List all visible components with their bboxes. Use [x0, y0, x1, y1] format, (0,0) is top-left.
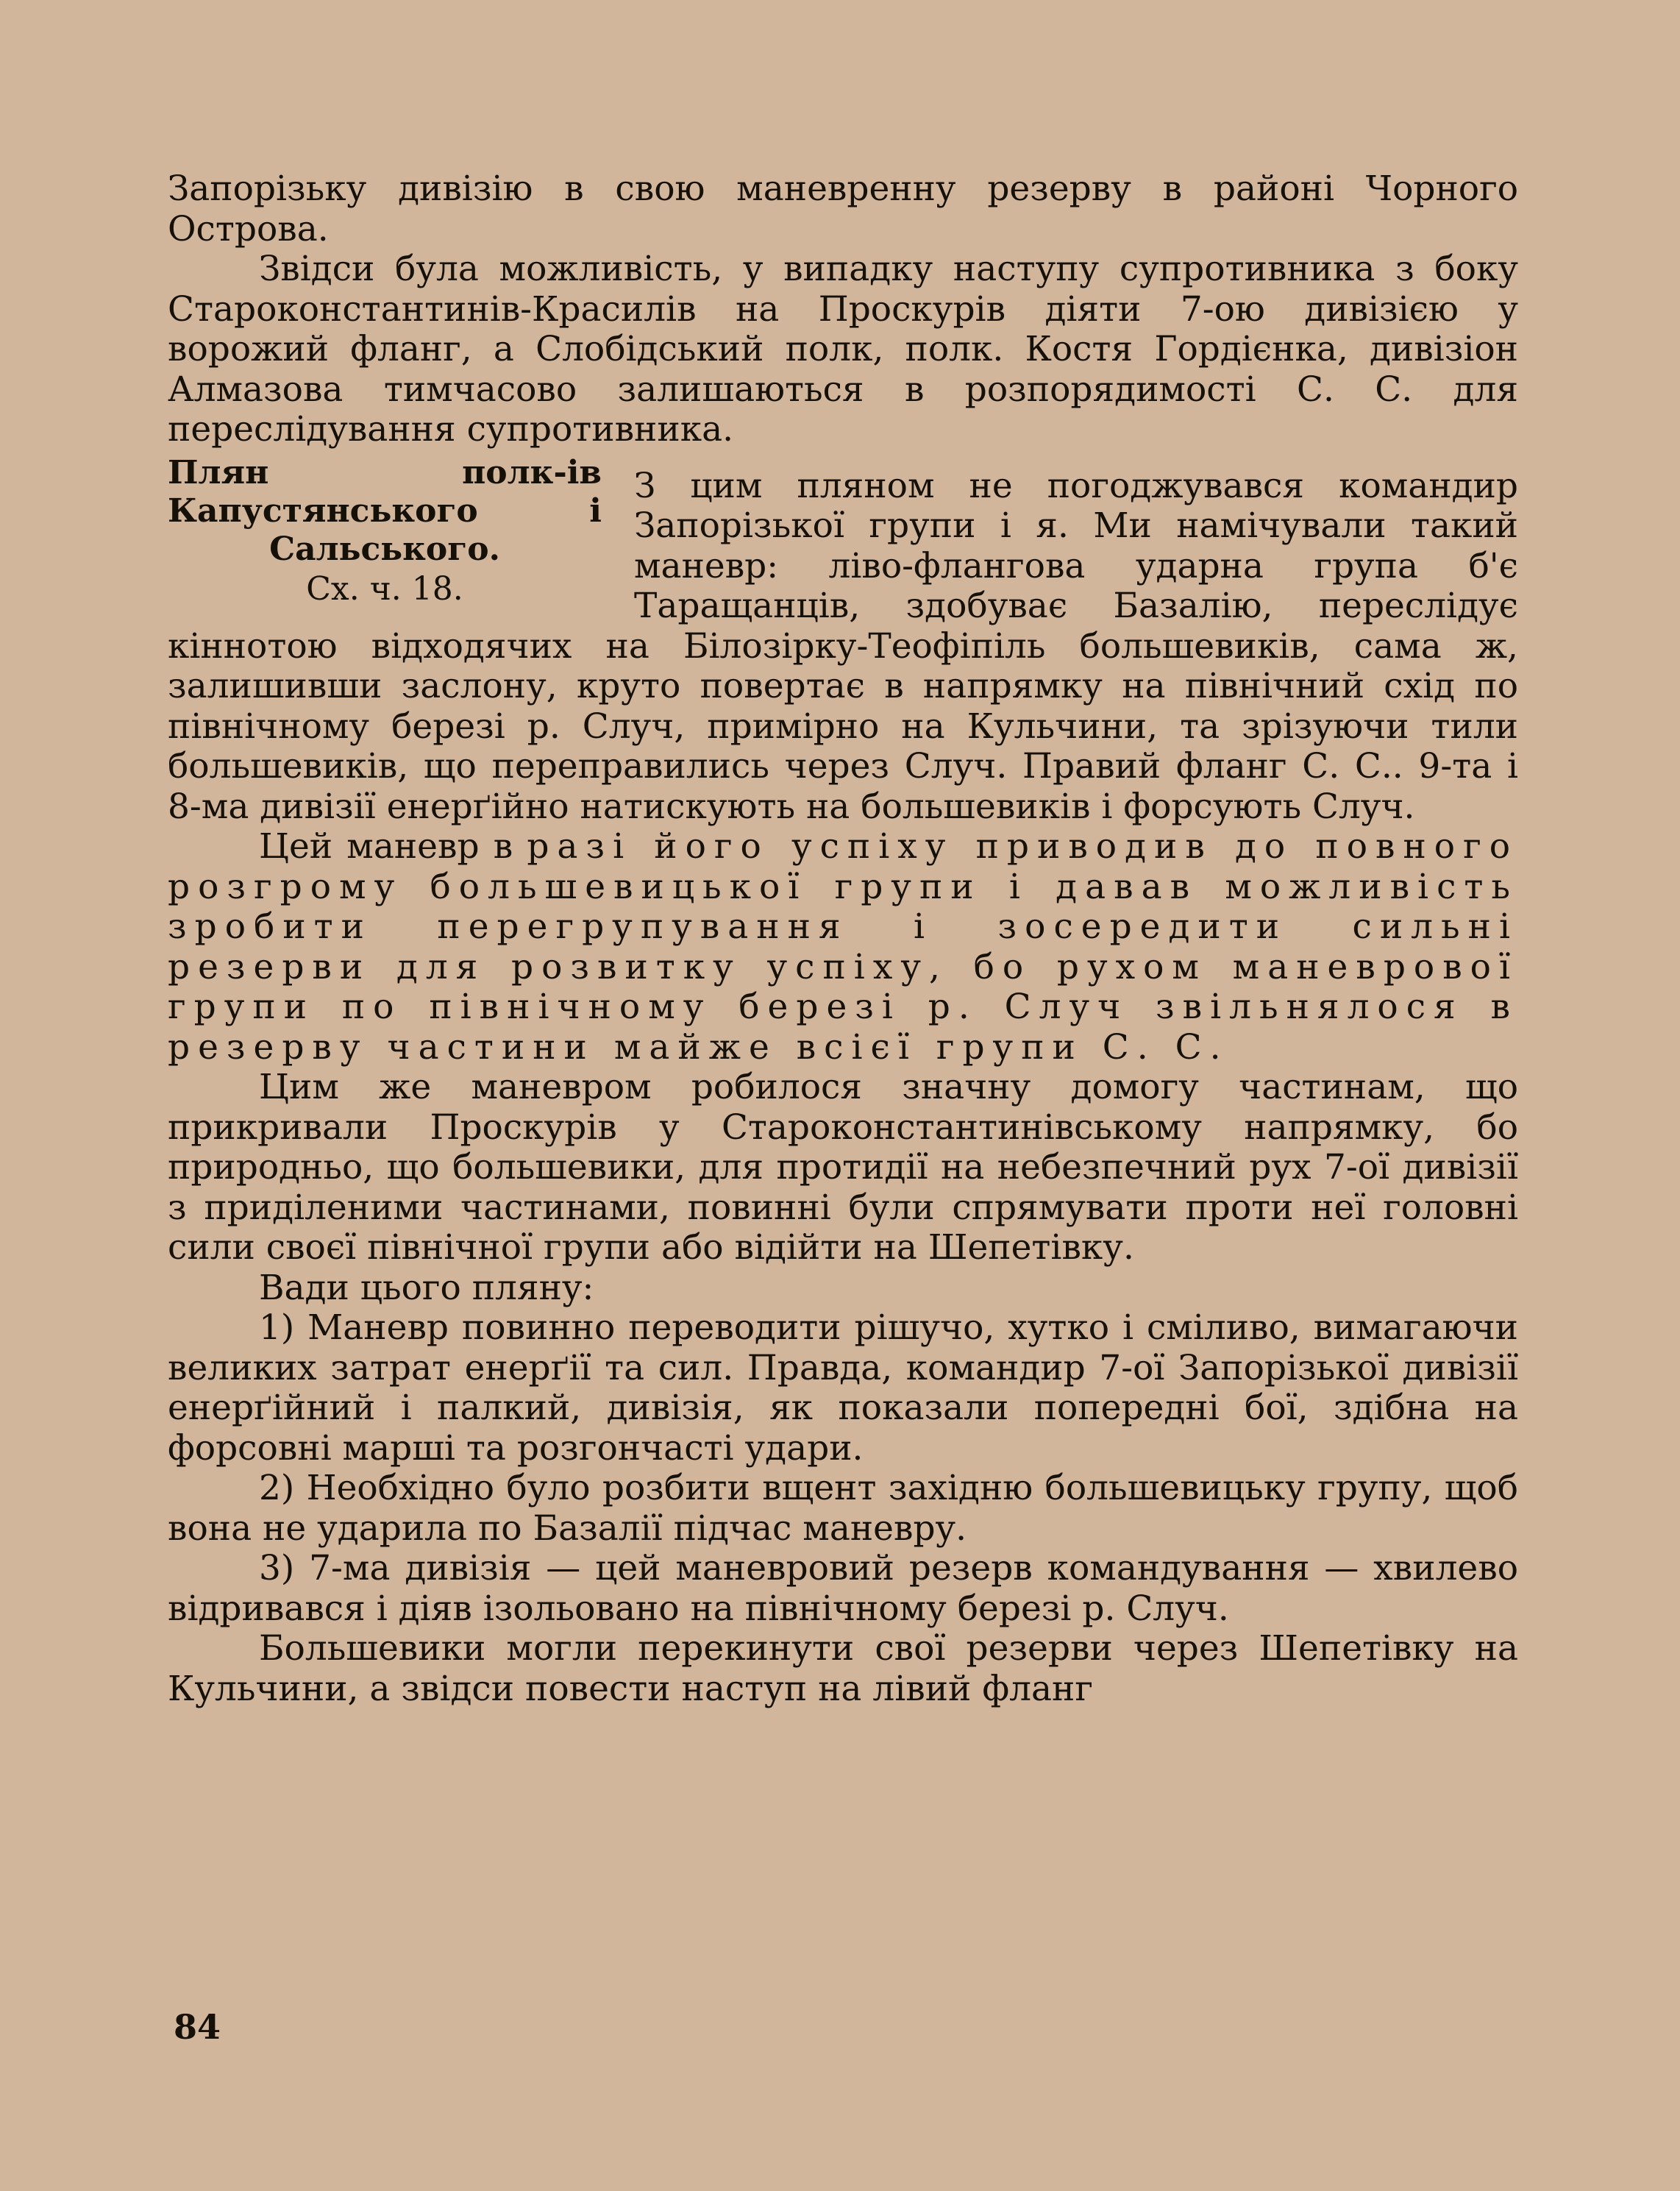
list-item: 3) 7-ма дивізія — цей маневровий резерв командування — хвилево відривався і діяв ізольовано на північному березі р. Случ.: [168, 1548, 1518, 1629]
paragraph-spaced: [168, 827, 1518, 1068]
list-item: 2) Необхідно було розбити вщент західню большевицьку групу, щоб вона не ударила по Базалії підчас маневру.: [168, 1468, 1518, 1549]
list-item: 1) Маневр повинно переводити рішучо, хутко і сміливо, вимагаючи великих затрат енерґії та сил. Правда, командир 7-ої Запорізької дивізії енерґійний і палкий, дивізія, як показали попередні бої, здібна на форсовні марші та розгончасті удари.: [168, 1307, 1518, 1469]
paragraph: Запорізьку дивізію в свою маневренну резерву в районі Чорного Острова.: [168, 168, 1518, 249]
page-number: 84: [174, 2007, 221, 2047]
paragraph: Звідси була можливість, у випадку наступу супротивника з боку Староконстантинів-Красилів на Проскурів діяти 7-ою дивізією у ворожий фланг, а Слобідський полк, полк. Костя Гордієнка, дивізіон Алмазова тимчасово залишаються в розпорядимості С. С. для переслідування супротивника.: [168, 249, 1518, 450]
side-note-title: Плян полк-ів Капустянського і Сальського.: [168, 453, 602, 568]
spaced-paragraph-text: разі його успіху приводив до повного розгрому большевицької групи і давав можливість зробити перегрупування і зосередити сильні резерви для розвитку успіху, бо рухом маневрової групи по північному березі р. Случ звільнялося в резерву частини майже всієї групи С. С.: [168, 826, 1518, 1068]
spaced-paragraph-lead: Цей маневр в: [259, 826, 513, 867]
paragraph: Цим же маневром робилося значну домогу частинам, що прикривали Проскурів у Староконстантинівському напрямку, бо природньо, що большевики, для протидії на небезпечний рух 7-ої дивізії з приділеними частинами, повинні були спрямувати проти неї головні сили своєї північної групи або відійти на Шепетівку.: [168, 1067, 1518, 1268]
paragraph: Вади цього пляну:: [259, 1267, 594, 1308]
page-text: [168, 169, 1518, 1709]
side-note: [168, 454, 602, 608]
paragraph: Большевики могли перекинути свої резерви через Шепетівку на Кульчини, а звідси повести наступ на лівий фланг: [168, 1628, 1518, 1709]
paragraph: З цим пляном не погоджувався командир Запорізької групи і я. Ми намічували такий маневр: ліво-флангова ударна група б'є Таращанців, здобуває Базалію, переслідує кіннотою відходячих на Білозірку-Теофіпіль большевиків, сама ж, залишивши заслону, круто повертає в напрямку на північний схід по північному березі р. Случ, примірно на Кульчини, та зрізуючи тили большевиків, що переправились через Случ. Правий фланг С. С.. 9-та і 8-ма дивізії енерґійно натискують на большевиків і форсують Случ.: [168, 465, 1518, 827]
side-note-ref: Сх. ч. 18.: [306, 569, 463, 608]
